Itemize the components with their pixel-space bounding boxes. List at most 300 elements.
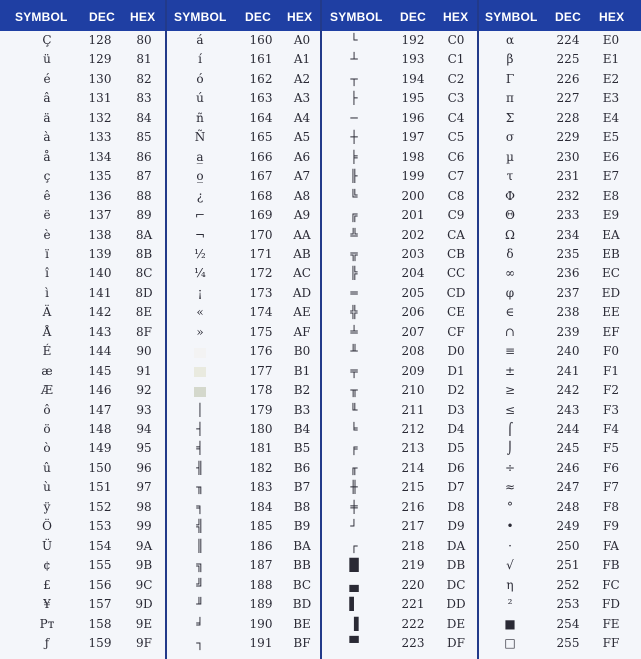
dec-cell: 161 — [249, 52, 273, 67]
symbol-cell: ÿ — [43, 499, 51, 514]
table-row — [167, 167, 320, 186]
hex-cell: A2 — [293, 71, 311, 86]
symbol-cell: ö — [43, 422, 51, 436]
symbol-cell: ÷ — [504, 460, 516, 475]
table-row — [167, 362, 320, 381]
symbol-cell: ä — [43, 110, 51, 125]
dec-cell: 130 — [88, 71, 112, 86]
hex-cell: FB — [602, 558, 620, 573]
symbol-cell: ⌐ — [194, 208, 206, 223]
hex-cell: A4 — [293, 110, 311, 125]
dec-cell: 206 — [401, 305, 425, 320]
dec-cell: 223 — [401, 635, 425, 650]
dec-cell: 221 — [401, 597, 425, 612]
symbol-cell: ° — [507, 499, 513, 514]
hex-cell: E1 — [602, 52, 620, 67]
symbol-cell: í — [198, 52, 202, 67]
hex-cell: C4 — [447, 110, 465, 125]
table-row — [167, 128, 320, 147]
hex-cell: F3 — [603, 402, 619, 417]
dec-cell: 163 — [249, 91, 273, 106]
hex-cell: A8 — [293, 188, 311, 203]
table-row — [167, 517, 320, 536]
symbol-cell: ½ — [194, 246, 206, 261]
hex-cell: BC — [292, 577, 312, 592]
dec-cell: 225 — [556, 52, 580, 67]
table-row — [167, 615, 320, 634]
dec-cell: 129 — [88, 52, 112, 67]
table-row — [479, 556, 641, 575]
table-row — [0, 401, 165, 420]
table-row — [479, 128, 641, 147]
table-row — [0, 187, 165, 206]
hex-cell: D9 — [447, 519, 465, 534]
dec-cell: 172 — [249, 266, 273, 281]
table-row — [167, 381, 320, 400]
symbol-cell: Ö — [42, 519, 52, 534]
hex-cell: D6 — [447, 460, 465, 475]
table-row — [0, 498, 165, 517]
dec-cell: 143 — [88, 324, 112, 339]
table-row — [322, 167, 477, 186]
table-row — [322, 498, 477, 517]
table-row — [479, 187, 641, 206]
dec-cell: 240 — [556, 344, 580, 359]
symbol-cell: τ — [506, 169, 514, 184]
symbol-cell: ó — [196, 71, 204, 86]
table-row — [0, 420, 165, 439]
table-row — [322, 517, 477, 536]
hex-cell: F2 — [603, 383, 619, 398]
table-row — [479, 303, 641, 322]
dec-cell: 229 — [556, 130, 580, 145]
hex-cell: BB — [293, 558, 311, 573]
table-row — [0, 478, 165, 497]
hex-cell: 91 — [136, 363, 152, 378]
table-row — [479, 245, 641, 264]
symbol-cell: ╤ — [350, 363, 358, 378]
hex-cell: F7 — [603, 480, 619, 495]
dec-cell: 182 — [249, 460, 273, 475]
table-column-2 — [167, 0, 320, 659]
table-row — [0, 576, 165, 595]
column-header — [479, 0, 641, 31]
hex-cell: F9 — [603, 519, 619, 534]
table-row — [167, 478, 320, 497]
symbol-cell: ╩ — [350, 227, 358, 242]
hex-cell: 8F — [136, 324, 152, 339]
symbol-cell: ┬ — [350, 71, 358, 86]
table-row — [479, 498, 641, 517]
dec-cell: 243 — [556, 402, 580, 417]
symbol-cell: ╒ — [350, 441, 358, 456]
symbol-cell: α — [505, 33, 515, 47]
hex-cell: E0 — [602, 33, 620, 47]
hex-cell: 9C — [135, 577, 153, 592]
symbol-cell: ╔ — [350, 208, 358, 223]
hex-cell: AD — [292, 285, 312, 300]
symbol-cell: σ — [505, 130, 515, 145]
symbol-cell: ╠ — [350, 266, 358, 281]
symbol-cell: ƒ — [44, 635, 50, 650]
table-row — [479, 517, 641, 536]
dec-cell: 158 — [88, 616, 112, 631]
table-row — [479, 50, 641, 69]
dec-cell: 159 — [88, 635, 112, 650]
table-row — [0, 264, 165, 283]
table-row — [0, 284, 165, 303]
dec-cell: 239 — [556, 324, 580, 339]
symbol-cell: π — [506, 91, 514, 106]
dec-cell: 242 — [556, 383, 580, 398]
symbol-cell: · — [508, 538, 512, 553]
symbol-cell: ╬ — [350, 305, 358, 320]
symbol-cell: ¢ — [43, 558, 51, 573]
table-row — [0, 439, 165, 458]
table-row — [479, 537, 641, 556]
dec-cell: 199 — [401, 169, 425, 184]
dec-cell: 231 — [556, 169, 580, 184]
dec-cell: 233 — [556, 208, 580, 223]
hex-cell: D4 — [447, 422, 465, 436]
symbol-cell: ë — [43, 208, 51, 223]
dec-cell: 207 — [401, 324, 425, 339]
table-row — [322, 226, 477, 245]
dec-cell: 203 — [401, 246, 425, 261]
table-row — [322, 245, 477, 264]
table-row — [167, 264, 320, 283]
hex-cell: C8 — [447, 188, 465, 203]
symbol-cell: É — [42, 344, 52, 359]
table-row — [322, 634, 477, 653]
dec-cell: 148 — [88, 422, 112, 436]
hex-cell: FA — [603, 538, 619, 553]
symbol-cell: ┘ — [350, 519, 358, 534]
dec-cell: 227 — [556, 91, 580, 106]
symbol-cell: ï — [45, 246, 49, 261]
symbol-cell: ╜ — [196, 597, 204, 612]
symbol-cell: o̲ — [196, 169, 204, 184]
symbol-cell: ≈ — [504, 480, 516, 495]
symbol-cell: ∈ — [505, 305, 515, 320]
dec-cell: 251 — [556, 558, 580, 573]
symbol-cell: ü — [43, 52, 51, 67]
symbol-cell: ╚ — [350, 188, 358, 203]
symbol-cell: Ω — [505, 227, 515, 242]
hex-cell: B3 — [293, 402, 311, 417]
symbol-cell: ¥ — [43, 597, 51, 612]
symbol-cell: δ — [506, 246, 514, 261]
dec-cell: 249 — [556, 519, 580, 534]
hex-cell: DE — [446, 616, 466, 631]
hex-cell: DB — [446, 558, 466, 573]
table-row — [322, 89, 477, 108]
table-row — [322, 187, 477, 206]
table-row — [479, 342, 641, 361]
dec-cell: 188 — [249, 577, 273, 592]
table-row — [479, 595, 641, 614]
table-row — [0, 556, 165, 575]
symbol-cell: Ñ — [194, 130, 206, 145]
table-row — [0, 595, 165, 614]
dec-cell: 195 — [401, 91, 425, 106]
symbol-cell: û — [43, 460, 51, 475]
dec-cell: 157 — [88, 597, 112, 612]
dec-cell: 228 — [556, 110, 580, 125]
table-row — [322, 362, 477, 381]
symbol-cell: » — [196, 324, 204, 339]
table-row — [0, 226, 165, 245]
table-row — [479, 381, 641, 400]
dec-cell: 131 — [88, 91, 112, 106]
table-row — [167, 89, 320, 108]
dec-cell: 245 — [556, 441, 580, 456]
hex-cell: 82 — [136, 71, 152, 86]
symbol-cell: √ — [506, 558, 514, 573]
dec-cell: 217 — [401, 519, 425, 534]
symbol-cell: ╞ — [350, 149, 358, 164]
symbol-cell: ê — [43, 188, 51, 203]
table-row — [0, 206, 165, 225]
dec-cell: 145 — [88, 363, 112, 378]
hex-cell: AF — [293, 324, 311, 339]
table-row — [0, 517, 165, 536]
hex-cell: A7 — [293, 169, 311, 184]
symbol-cell: é — [43, 71, 51, 86]
table-row — [167, 50, 320, 69]
symbol-cell: ─ — [350, 110, 358, 125]
dec-cell: 170 — [249, 227, 273, 242]
symbol-cell: à — [43, 130, 51, 145]
table-row — [0, 70, 165, 89]
dec-cell: 237 — [556, 285, 580, 300]
shade-block-icon — [194, 387, 206, 397]
table-row — [322, 303, 477, 322]
hex-cell: EA — [602, 227, 620, 242]
dec-cell: 171 — [249, 246, 273, 261]
symbol-cell: └ — [350, 33, 358, 47]
hex-cell: AE — [293, 305, 311, 320]
table-row — [167, 323, 320, 342]
table-row — [167, 634, 320, 653]
dec-cell: 198 — [401, 149, 425, 164]
table-column-1 — [0, 0, 165, 659]
table-row — [322, 401, 477, 420]
hex-cell: EC — [602, 266, 620, 281]
table-row — [479, 634, 641, 653]
hex-header: HEX — [287, 10, 313, 24]
dec-cell: 244 — [556, 422, 580, 436]
symbol-cell: Æ — [40, 383, 53, 398]
symbol-header: SYMBOL — [15, 10, 68, 24]
hex-cell: F5 — [603, 441, 619, 456]
table-row — [322, 576, 477, 595]
symbol-cell: ¼ — [194, 266, 206, 281]
dec-cell: 212 — [401, 422, 425, 436]
symbol-cell: ù — [43, 480, 51, 495]
symbol-cell: ╢ — [196, 460, 204, 475]
hex-cell: C6 — [447, 149, 465, 164]
dec-cell: 222 — [401, 616, 425, 631]
hex-header: HEX — [443, 10, 469, 24]
dec-cell: 178 — [249, 383, 273, 398]
dec-cell: 165 — [249, 130, 273, 145]
table-row — [479, 31, 641, 50]
table-row — [0, 148, 165, 167]
table-row — [0, 89, 165, 108]
dec-cell: 210 — [401, 383, 425, 398]
hex-cell: 8D — [135, 285, 153, 300]
symbol-cell: ┐ — [196, 635, 204, 650]
hex-cell: B7 — [293, 480, 311, 495]
hex-cell: EB — [602, 246, 620, 261]
table-row — [167, 595, 320, 614]
dec-cell: 204 — [401, 266, 425, 281]
dec-cell: 166 — [249, 149, 273, 164]
hex-cell: 8C — [135, 266, 153, 281]
hex-cell: E3 — [602, 91, 620, 106]
table-row — [322, 70, 477, 89]
dec-cell: 252 — [556, 577, 580, 592]
hex-cell: 99 — [136, 519, 152, 534]
dec-cell: 248 — [556, 499, 580, 514]
symbol-cell: ▌ — [349, 597, 359, 612]
hex-cell: BF — [293, 635, 311, 650]
symbol-cell: a̲ — [196, 149, 204, 164]
dec-cell: 238 — [556, 305, 580, 320]
table-row — [322, 420, 477, 439]
hex-cell: AA — [293, 227, 311, 242]
dec-cell: 211 — [401, 402, 425, 417]
dec-cell: 234 — [556, 227, 580, 242]
table-row — [167, 420, 320, 439]
symbol-cell: î — [45, 266, 49, 281]
symbol-cell: ╓ — [350, 460, 358, 475]
symbol-cell: µ — [506, 149, 514, 164]
table-row — [0, 303, 165, 322]
dec-cell: 193 — [401, 52, 425, 67]
table-row — [479, 439, 641, 458]
hex-cell: 93 — [136, 402, 152, 417]
hex-cell: FF — [602, 635, 620, 650]
symbol-cell: « — [196, 305, 204, 320]
symbol-cell — [182, 364, 218, 378]
symbol-header: SYMBOL — [174, 10, 227, 24]
hex-cell: B8 — [293, 499, 311, 514]
symbol-cell: ┼ — [350, 130, 358, 145]
dec-cell: 209 — [401, 363, 425, 378]
hex-cell: EE — [602, 305, 620, 320]
table-row — [167, 576, 320, 595]
dec-cell: 132 — [88, 110, 112, 125]
hex-cell: 89 — [136, 208, 152, 223]
hex-cell: CA — [447, 227, 465, 242]
dec-cell: 235 — [556, 246, 580, 261]
symbol-cell: ⌡ — [506, 441, 514, 456]
hex-cell: 90 — [136, 344, 152, 359]
dec-cell: 167 — [249, 169, 273, 184]
hex-cell: 9D — [135, 597, 153, 612]
dec-cell: 144 — [88, 344, 112, 359]
symbol-cell: │ — [196, 402, 204, 417]
symbol-cell: ├ — [350, 91, 358, 106]
hex-cell: D2 — [447, 383, 465, 398]
table-row — [479, 226, 641, 245]
table-row — [0, 362, 165, 381]
dec-cell: 149 — [88, 441, 112, 456]
hex-cell: CB — [447, 246, 465, 261]
dec-cell: 150 — [88, 460, 112, 475]
hex-cell: C0 — [447, 33, 465, 47]
shade-block-icon — [194, 348, 206, 358]
dec-cell: 202 — [401, 227, 425, 242]
hex-cell: B9 — [293, 519, 311, 534]
hex-cell: 9B — [135, 558, 153, 573]
dec-cell: 174 — [249, 305, 273, 320]
symbol-cell: ¡ — [197, 285, 203, 300]
table-row — [479, 362, 641, 381]
symbol-cell: ╛ — [196, 616, 204, 631]
dec-cell: 232 — [556, 188, 580, 203]
dec-cell: 156 — [88, 577, 112, 592]
hex-cell: B4 — [293, 422, 311, 436]
dec-cell: 192 — [401, 33, 425, 47]
table-row — [322, 439, 477, 458]
table-row — [479, 478, 641, 497]
column-divider — [477, 0, 479, 659]
hex-cell: EF — [602, 324, 620, 339]
hex-cell: 9A — [135, 538, 153, 553]
dec-cell: 246 — [556, 460, 580, 475]
symbol-cell: █ — [349, 558, 359, 573]
table-row — [167, 70, 320, 89]
hex-header: HEX — [130, 10, 156, 24]
dec-cell: 152 — [88, 499, 112, 514]
table-row — [0, 459, 165, 478]
table-row — [479, 148, 641, 167]
table-row — [479, 284, 641, 303]
hex-cell: E8 — [602, 188, 620, 203]
hex-cell: BA — [293, 538, 311, 553]
symbol-cell: ñ — [196, 110, 204, 125]
dec-cell: 183 — [249, 480, 273, 495]
dec-cell: 208 — [401, 344, 425, 359]
dec-cell: 214 — [401, 460, 425, 475]
table-row — [167, 245, 320, 264]
symbol-cell: ╥ — [350, 383, 358, 398]
symbol-cell: ╡ — [196, 441, 204, 456]
table-row — [0, 381, 165, 400]
table-row — [322, 128, 477, 147]
hex-cell: E5 — [602, 130, 620, 145]
symbol-cell: ╝ — [196, 577, 204, 592]
dec-cell: 168 — [249, 188, 273, 203]
column-divider — [320, 0, 322, 659]
dec-cell: 194 — [401, 71, 425, 86]
dec-cell: 141 — [88, 285, 112, 300]
table-row — [0, 109, 165, 128]
symbol-cell: β — [506, 52, 514, 67]
symbol-cell: ô — [43, 402, 51, 417]
symbol-cell: ≥ — [504, 383, 516, 398]
symbol-cell: Pт — [39, 616, 55, 631]
dec-cell: 224 — [556, 33, 580, 47]
hex-cell: DC — [446, 577, 466, 592]
dec-cell: 230 — [556, 149, 580, 164]
hex-cell: F4 — [603, 422, 619, 436]
hex-cell: E9 — [602, 208, 620, 223]
dec-cell: 181 — [249, 441, 273, 456]
